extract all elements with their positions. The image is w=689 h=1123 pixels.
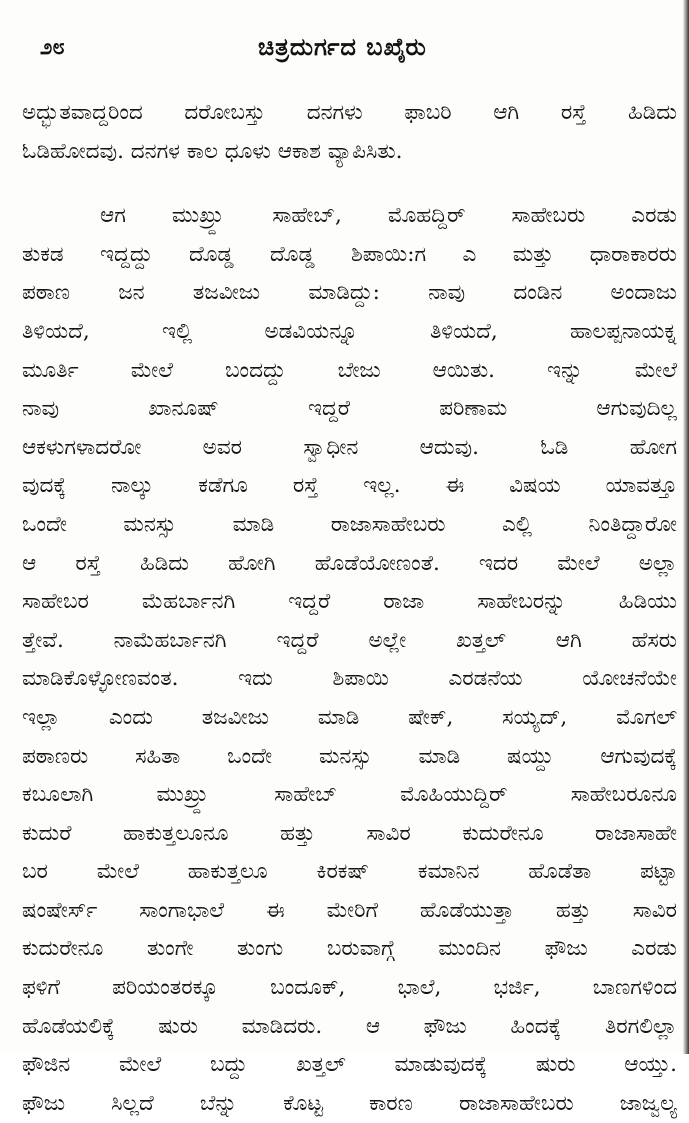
text-line: ವುದಕ್ಕೆ ನಾಲ್ಕು ಕಡೆಗೂ ರಸ್ತೆ ಇಲ್ಲ. ಈ ವಿಷಯ ಯಾವತ್ತೂ <box>22 473 677 499</box>
text-line: ಫಳಿಗೆ ಪರಿಯಂತರಕ್ಕೂ ಬಂದೂಕ್, ಭಾಲೆ, ಭರ್ಜಿ, ಬಾಣಗಳಿಂದ <box>22 975 677 1001</box>
paragraph-1 <box>22 94 677 171</box>
text-line: ಇಲ್ಲಾ ಎಂದು ತಜವೀಜು ಮಾಡಿ ಷೇಕ್, ಸಯ್ಯದ್, ಮೊಗಲ್ <box>22 704 677 730</box>
text-line: ಬರ ಮೇಲೆ ಹಾಕುತ್ತಲೂ ಕಿರಕಷ್ ಕಮಾನಿನ ಹೊಡೆತಾ ಪಟ್ಟಾ <box>22 859 677 885</box>
text-line: ಪಠಾಣರು ಸಹಿತಾ ಒಂದೇ ಮನಸ್ಸು ಮಾಡಿ ಷಯ್ದು ಆಗುವುದಕ್ಕೆ <box>22 743 677 769</box>
text-line: ಸಾಹೇಬರ ಮೆಹರ್ಬಾನಗಿ ಇದ್ದರೆ ರಾಜಾ ಸಾಹೇಬರನ್ನು ಹಿಡಿಯು <box>22 589 677 615</box>
text-line: ಕಬೂಲಾಗಿ ಮುಖ್ರ್ದು ಸಾಹೇಬ್ ಮೊಹಿಯುದ್ದಿರ್ ಸಾಹೇಬರೂನೂ <box>22 782 677 808</box>
text-line: ಅದ್ಭುತವಾದ್ದರಿಂದ ದರೋಬಸ್ತು ದನಗಳು ಫಾಬರಿ ಆಗಿ ರಸ್ತೆ ಹಿಡಿದು <box>22 100 677 125</box>
paragraph-2 <box>22 197 677 1123</box>
text-line: ಕುದುರೇನೂ ತುಂಗೇ ತುಂಗು ಬರುವಾಗ್ಗೆ ಮುಂದಿನ ಫೌಜು ಎರಡು <box>22 936 677 962</box>
text-line: ಆಕಳುಗಳಾದರೋ ಅವರ ಸ್ವಾಧೀನ ಆದುವು. ಓಡಿ ಹೋಗ <box>22 434 677 460</box>
text-line: ಆ ರಸ್ತೆ ಹಿಡಿದು ಹೋಗಿ ಹೊಡೆಯೋಣಂತೆ. ಇದರ ಮೇಲೆ ಅಲ್ಲಾ <box>22 550 677 576</box>
body-text <box>22 94 677 1123</box>
text-line: ತುಕಡ ಇದ್ದದ್ದು ದೊಡ್ಡ ದೊಡ್ಡ ಶಿಪಾಯಿ:ಗ ಎ ಮತ್ತು ಧಾರಾಕಾರರು <box>22 241 677 267</box>
text-line: ಕುದುರೆ ಹಾಕುತ್ತಲೂನೂ ಹತ್ತು ಸಾವಿರ ಕುದುರೇನೂ ರಾಜಾಸಾಹೇ <box>22 820 677 846</box>
text-line: ನಾವು ಖಾನೂಷ್ ಇದ್ದರೆ ಪರಿಣಾಮ ಆಗುವುದಿಲ್ಲ <box>22 396 677 422</box>
running-title: ಚಿತ್ರದುರ್ಗದ ಬಖೈರು <box>258 32 427 61</box>
text-line: ತಿಳಿಯದೆ, ಇಲ್ಲಿ ಅಡವಿಯನ್ನೂ ತಿಳಿಯದೆ, ಹಾಲಪ್ಪನಾಯಕ್ನ <box>22 318 677 344</box>
text-line: ಒಂದೇ ಮನಸ್ಸು ಮಾಡಿ ರಾಜಾಸಾಹೇಬರು ಎಲ್ಲಿ ನಿಂತಿದ್ದಾರೋ <box>22 511 677 537</box>
text-line: ಹೊಡೆಯಲಿಕ್ಕೆ ಷುರು ಮಾಡಿದರು. ಆ ಫೌಜು ಹಿಂದಕ್ಕೆ ತಿರಗಲಿಲ್ಲಾ <box>22 1013 677 1039</box>
page-spine-shadow <box>683 0 689 1054</box>
text-line: ತ್ತೇವೆ. ನಾಮೆಹರ್ಬಾನಗಿ ಇದ್ದರೆ ಅಲ್ಲೇ ಖತ್ತಲ್ ಆಗಿ ಹೆಸರು <box>22 627 677 653</box>
text-line: ಫೌಜು ಸಿಲ್ಲದೆ ಬೆನ್ನು ಕೊಟ್ಟ ಕಾರಣ ರಾಜಾಸಾಹೇಬರು ಜಾಜ್ವಲ್ಯ <box>22 1090 677 1116</box>
text-line: ಫೌಜಿನ ಮೇಲೆ ಬದ್ದು ಖತ್ತಲ್ ಮಾಡುವುದಕ್ಕೆ ಷುರು ಆಯ್ತು. <box>22 1052 677 1078</box>
page-header <box>0 30 689 70</box>
text-line: ಮಾಡಿಕೊಳ್ಳೋಣವಂತ. ಇದು ಶಿಪಾಯಿ ಎರಡನೆಯ ಯೋಚನೆಯೇ <box>22 666 677 692</box>
text-line: ಆಗ ಮುಖ್ರ್ದು ಸಾಹೇಬ್, ಮೊಹದ್ದಿರ್ ಸಾಹೇಬರು ಎರಡು <box>100 203 677 229</box>
text-line: ಷಂಷೇರ್ಸ್ ಸಾಂಗಾಭಾಲೆ ಈ ಮೇರಿಗೆ ಹೊಡೆಯುತ್ತಾ ಹತ್ತು ಸಾವಿರ <box>22 897 677 923</box>
text-line: ಪಠಾಣ ಜನ ತಜವೀಜು ಮಾಡಿದ್ದು: ನಾವು ದಂಡಿನ ಅಂದಾಜು <box>22 280 677 306</box>
text-line: ಮೂರ್ತಿ ಮೇಲೆ ಬಂದದ್ದು ಬೇಜು ಆಯಿತು. ಇನ್ನು ಮೇಲೆ <box>22 357 677 383</box>
text-line: ಓಡಿಹೋದವು. ದನಗಳ ಕಾಲ ಧೂಳು ಆಕಾಶ ವ್ಯಾಪಿಸಿತು. <box>22 138 403 164</box>
page-number: ೨೮ <box>40 34 65 60</box>
